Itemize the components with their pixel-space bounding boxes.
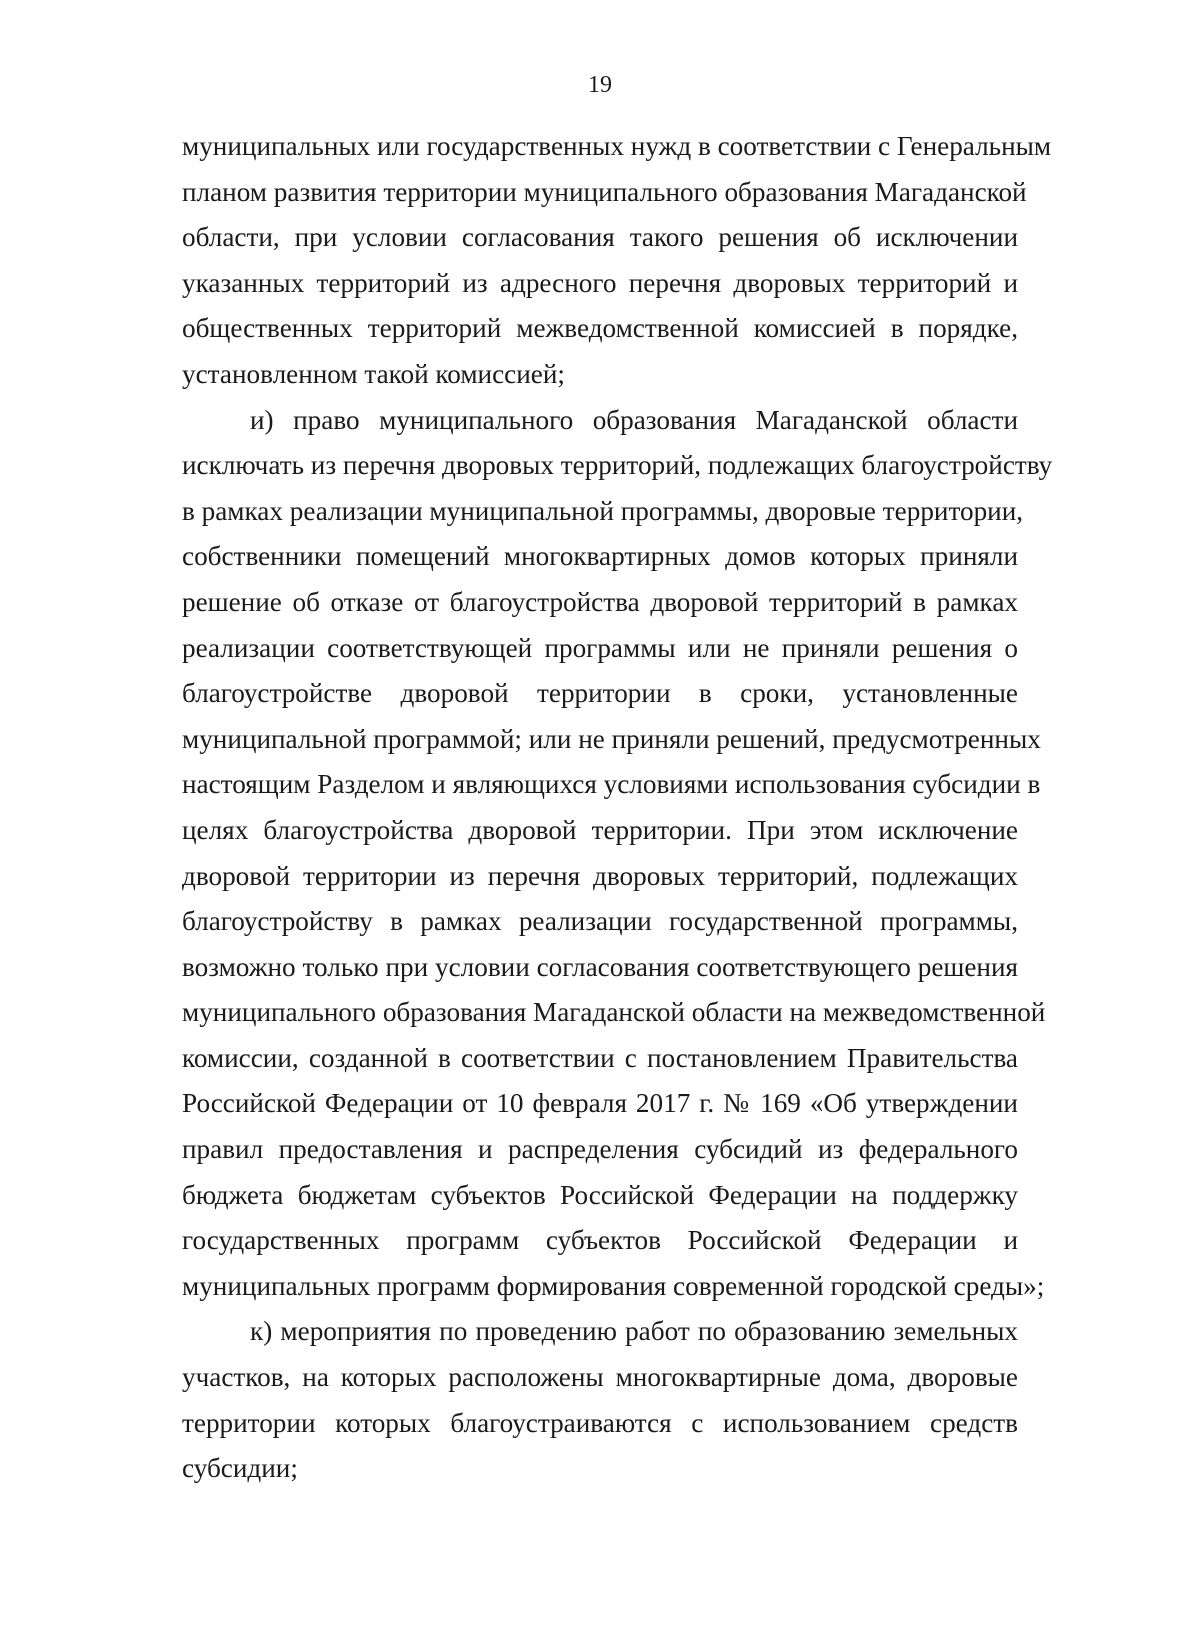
text-line: муниципальных или государственных нужд в соответствии с Генеральным bbox=[182, 131, 1052, 161]
page-number: 19 bbox=[588, 72, 612, 98]
text-line: субсидии; bbox=[182, 1453, 298, 1484]
paragraph bbox=[182, 1309, 1018, 1491]
text-line: в рамках реализации муниципальной программы, дворовые территории, bbox=[182, 495, 1024, 526]
text-line: планом развития территории муниципального образования Магаданской bbox=[182, 176, 1027, 207]
text-line: комиссии, созданной в соответствии с постановлением Правительства bbox=[182, 1042, 1018, 1073]
text-line: территории которых благоустраиваются с использованием средств bbox=[182, 1407, 1018, 1438]
text-line: исключать из перечня дворовых территорий, подлежащих благоустройству bbox=[182, 450, 1053, 481]
text-line: собственники помещений многоквартирных домов которых приняли bbox=[182, 541, 1018, 572]
text-line: участков, на которых расположены многоквартирные дома, дворовые bbox=[182, 1362, 1018, 1393]
text-line: целях благоустройства дворовой территории. При этом исключение bbox=[182, 814, 1018, 845]
text-line: муниципального образования Магаданской области на межведомственной bbox=[182, 997, 1046, 1028]
text-line: муниципальной программой; или не приняли решений, предусмотренных bbox=[182, 723, 1041, 754]
text-line: дворовой территории из перечня дворовых территорий, подлежащих bbox=[182, 860, 1018, 891]
paragraph bbox=[182, 398, 1053, 1310]
text-line: решение об отказе от благоустройства дворовой территорий в рамках bbox=[182, 586, 1018, 617]
text-line: благоустройству в рамках реализации государственной программы, bbox=[182, 906, 1018, 937]
text-line: общественных территорий межведомственной комиссией в порядке, bbox=[182, 313, 1018, 344]
text-line: области, при условии согласования такого решения об исключении bbox=[182, 222, 1018, 253]
text-line: к) мероприятия по проведению работ по образованию земельных bbox=[250, 1316, 1018, 1347]
text-line: и) право муниципального образования Магаданской области bbox=[250, 404, 1018, 435]
paragraph bbox=[182, 124, 1052, 398]
text-line: благоустройстве дворовой территории в сроки, установленные bbox=[182, 678, 1018, 709]
document-body bbox=[182, 124, 1053, 1492]
text-line: возможно только при условии согласования соответствующего решения bbox=[182, 951, 1018, 982]
text-line: настоящим Разделом и являющихся условиями использования субсидии в bbox=[182, 769, 1041, 800]
text-line: указанных территорий из адресного перечня дворовых территорий и bbox=[182, 267, 1018, 298]
text-line: муниципальных программ формирования современной городской среды»; bbox=[182, 1270, 1045, 1301]
text-line: установленном такой комиссией; bbox=[182, 358, 565, 389]
text-line: реализации соответствующей программы или не приняли решения о bbox=[182, 632, 1018, 663]
text-line: правил предоставления и распределения субсидий из федерального bbox=[182, 1134, 1018, 1165]
text-line: бюджета бюджетам субъектов Российской Федерации на поддержку bbox=[182, 1179, 1018, 1210]
text-line: государственных программ субъектов Российской Федерации и bbox=[182, 1225, 1018, 1256]
text-line: Российской Федерации от 10 февраля 2017 г. № 169 «Об утверждении bbox=[182, 1088, 1018, 1119]
